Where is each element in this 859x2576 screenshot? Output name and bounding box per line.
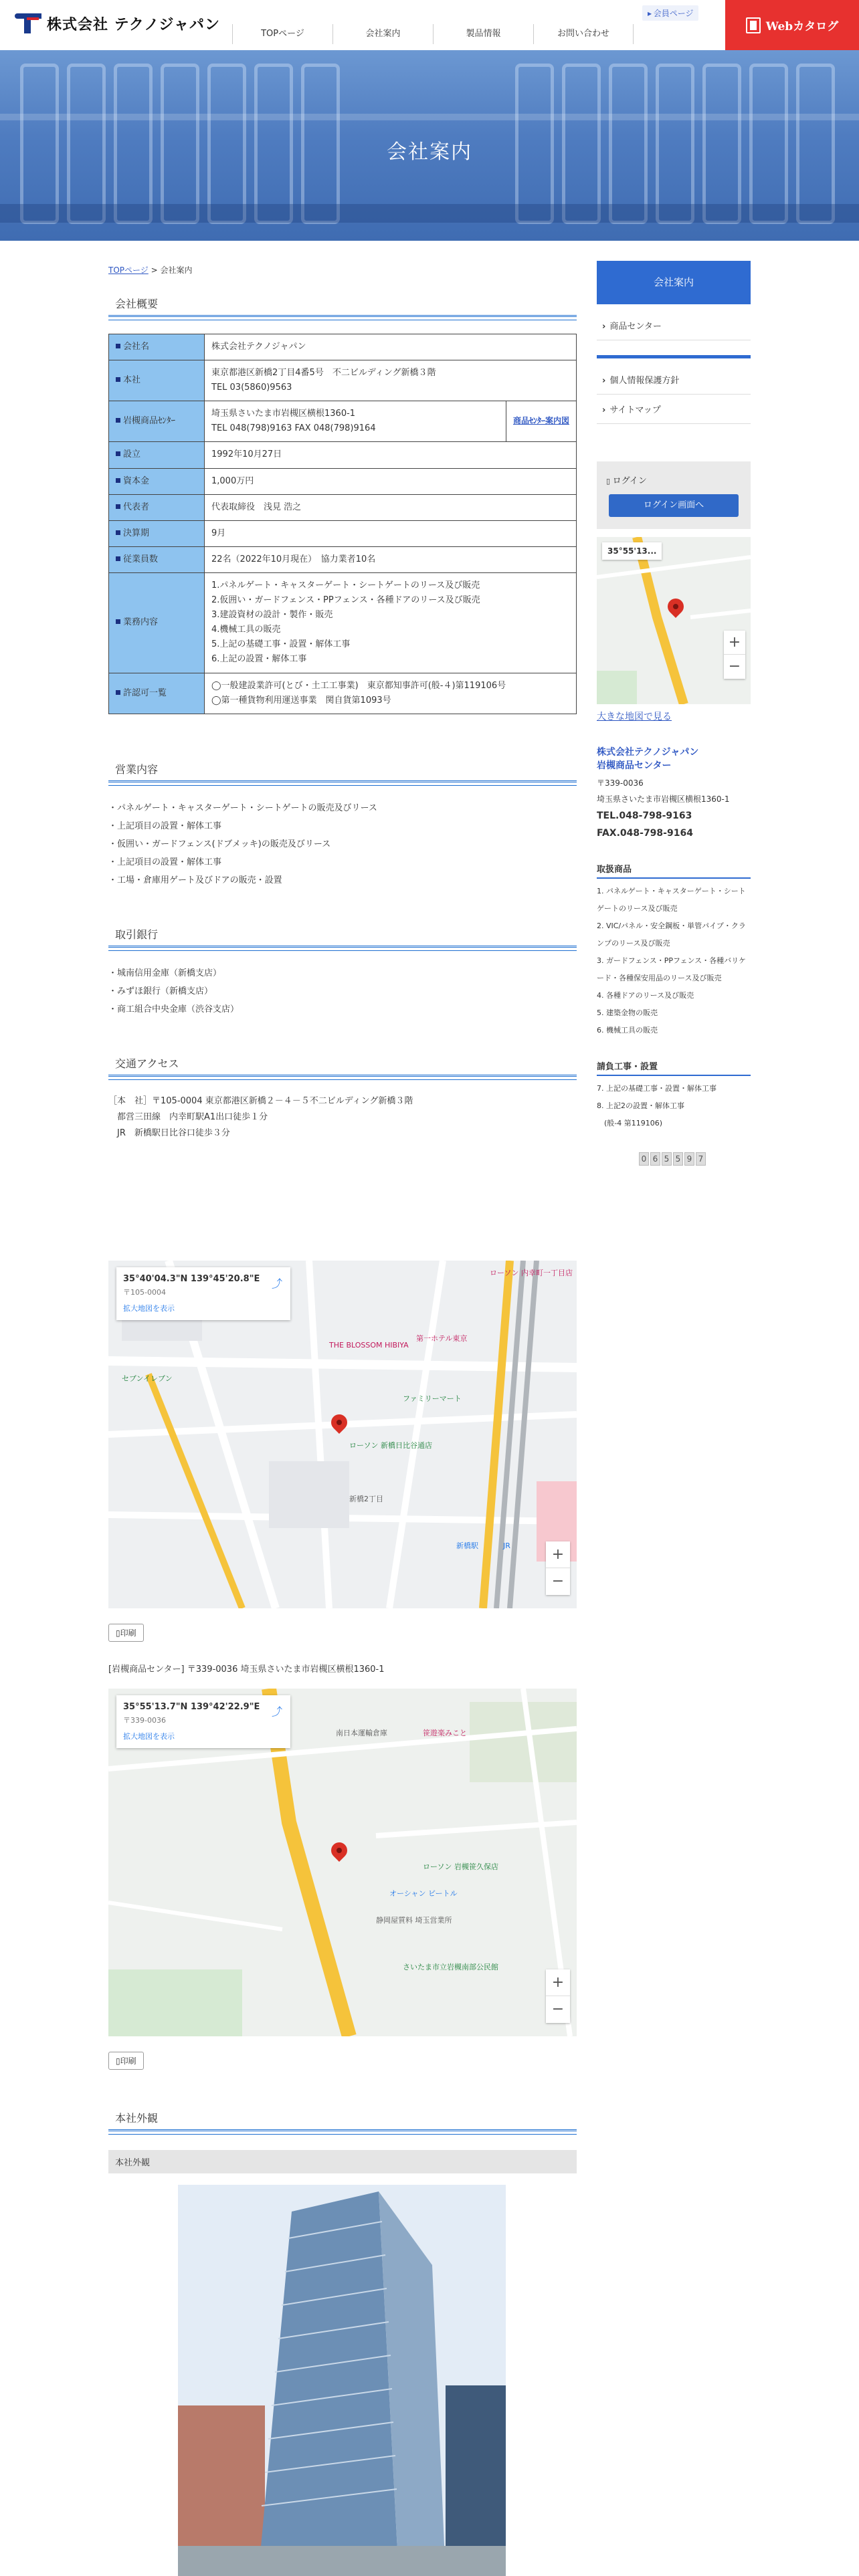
visitor-counter [639,1152,708,1166]
print-button[interactable] [108,2052,144,2070]
row-label: 岩槻商品ｾﾝﾀｰ [109,401,205,442]
breadcrumb [108,264,577,276]
works-list [597,1080,751,1132]
banks-list [108,964,577,1018]
zoom-out-button[interactable]: − [551,2001,565,2018]
row-value: 22名（2022年10月現在） 協力業者10名 [205,546,577,572]
print-button[interactable] [108,1624,144,1642]
row-value: 1.パネルゲート・キャスターゲート・シートゲートのリース及び販売 2.仮囲い・ガードフェンス・PPフェンス・各種ドアのリース及び販売 3.建設資材の設計・製作・販売 4.機械工具の販売 5.上記の基礎工事・設置・解体工事 6.上記の設置・解体工事 [205,572,577,673]
map-zoom-control [724,631,745,679]
center-access-line: [岩槻商品センター] 〒339-0036 埼玉県さいたま市岩槻区横根1360-1 [108,1665,385,1675]
directions-icon[interactable]: ⤴ [271,1705,282,1718]
list-item: ・ 仮囲い・ガードフェンス(ドブメッキ)の販売及びリース [108,835,577,853]
section-title-business: 営業内容 [108,761,577,782]
map-poi-label: 新橋駅 [456,1541,478,1550]
list-item: ・ 商工組合中央金庫（渋谷支店） [108,1000,577,1018]
list-item: 1. パネルゲート・キャスターゲート・シートゲートのリース及び販売 [597,887,746,913]
sidebar-map-coordinates: 35°55'13... [602,542,662,560]
map-poi-label: オーシャン ビートル [389,1889,458,1898]
works-heading: 請負工事・設置 [597,1059,751,1076]
nav-company[interactable]: 会社案内 [332,24,433,44]
sidebar-address: 埼玉県さいたま市岩槻区横根1360-1 [597,794,730,804]
sidebar-heading[interactable]: 会社案内 [597,261,751,304]
counter-digit: 5 [673,1152,683,1166]
access-info [108,1093,577,1142]
map-address: 〒105-0004 [123,1288,166,1297]
row-label: 従業員数 [109,546,205,572]
business-list [108,799,577,889]
breadcrumb-current: 会社案内 [160,265,193,275]
row-label: 決算期 [109,520,205,546]
zoom-out-button[interactable]: − [551,1573,565,1590]
list-item: ・ 上記項目の設置・解体工事 [108,817,577,835]
zoom-in-button[interactable]: + [724,631,745,655]
map-enlarge-link[interactable]: 拡大地図を表示 [123,1304,175,1313]
exterior-subtitle: 本社外観 [108,2150,577,2173]
map-info-card [116,1695,290,1748]
hero-banner [0,50,859,241]
map-poi-label: 南日本運輸倉庫 [336,1729,387,1737]
hero-title: 会社案内 [387,140,472,164]
nav-products[interactable]: 製品情報 [433,24,533,44]
counter-digit: 0 [639,1152,649,1166]
login-title: ▯ ログイン [606,473,741,486]
global-nav [232,24,634,44]
sidebar-divider [597,355,751,358]
map-coordinates: 35°40'04.3"N 139°45'20.8"E [123,1274,260,1284]
list-item: 8. 上記2の設置・解体工事 [597,1101,684,1110]
directions-icon[interactable]: ⤴ [271,1277,282,1290]
row-label: 設立 [109,442,205,468]
list-item: ・ 上記項目の設置・解体工事 [108,853,577,871]
print-label: 印刷 [120,2056,136,2066]
map-poi-label: 笹遊楽みこと [423,1729,467,1737]
access-line-mita: 都営三田線 内幸町駅A1出口徒歩１分 [108,1111,268,1122]
section-title-overview: 会社概要 [108,296,577,317]
big-map-link[interactable]: 大きな地図で見る [597,712,672,722]
sidebar-postal: 〒339-0036 [597,778,644,788]
counter-digit: 5 [662,1152,672,1166]
sidebar-company-name: 株式会社テクノジャパン 岩槻商品センター [597,747,699,771]
logo-text: 株式会社 テクノジャパン [47,16,221,33]
list-item: ・ みずほ銀行（新橋支店） [108,982,577,1000]
list-item: (般-4 第119106) [597,1119,663,1128]
sidebar-tel: TEL.048-798-9163 [597,811,692,821]
row-label: 本社 [109,360,205,401]
map-coordinates: 35°55'13.7"N 139°42'22.9"E [123,1702,260,1712]
zoom-in-button[interactable]: + [546,1541,570,1568]
list-item: 2. VIC/パネル・安全鋼板・単管パイプ・クランプのリース及び販売 [597,922,746,948]
list-item: 5. 建築金物の販売 [597,1008,658,1017]
row-value: 株式会社テクノジャパン [205,334,577,360]
access-line-jr: JR 新橋駅日比谷口徒歩３分 [108,1128,230,1138]
section-title-access: 交通アクセス [108,1055,577,1077]
member-page-link[interactable]: ▶ 会員ページ [642,5,698,21]
building-illustration [178,2185,506,2576]
row-value: 埼玉県さいたま市岩槻区横根1360-1 TEL 048(798)9163 FAX 048(798)9164 [205,401,506,442]
main-content [108,264,577,1142]
sidebar-item-privacy[interactable]: › 個人情報保護方針 [597,365,751,395]
table-row [109,360,577,401]
table-row [109,334,577,360]
table-row [109,673,577,714]
list-item: 4. 各種ドアのリース及び販売 [597,991,694,1000]
products-heading: 取扱商品 [597,862,751,879]
section-title-exterior: 本社外観 [108,2110,577,2131]
hero-ground [0,204,859,223]
map-enlarge-link[interactable]: 拡大地図を表示 [123,1732,175,1741]
list-item: 6. 機械工具の販売 [597,1026,658,1035]
zoom-out-button[interactable]: − [728,658,741,675]
map-poi-label: 静岡屋質料 埼玉営業所 [376,1916,452,1925]
hq-map[interactable] [108,1261,577,1608]
counter-digit: 6 [650,1152,660,1166]
center-map-link[interactable]: 商品ｾﾝﾀｰ案内図 [513,416,570,426]
sidebar-map-streets [597,537,751,704]
row-value: 1,000万円 [205,468,577,494]
map-info-card [116,1267,290,1320]
sidebar [597,261,751,1166]
company-overview-table [108,334,577,714]
counter-digit: 7 [696,1152,706,1166]
access-line-hq: ［本 社］〒105-0004 東京都港区新橋２－４－５不二ビルディング新橋３階 [108,1095,413,1106]
sidebar-map[interactable] [597,537,751,704]
web-catalog-label: Webカタログ [765,20,839,33]
sidebar-fax: FAX.048-798-9164 [597,828,693,839]
site-header [0,0,859,50]
breadcrumb-home[interactable]: TOPページ [108,265,149,275]
table-row [109,442,577,468]
exterior-section [108,2110,577,2173]
row-value: 1992年10月27日 [205,442,577,468]
map-poi-label: ローソン 内幸町一丁目店 [490,1269,573,1277]
company-logo[interactable] [12,12,220,35]
row-label: 代表者 [109,494,205,520]
table-row [109,520,577,546]
zoom-in-button[interactable]: + [546,1969,570,1996]
login-box [597,461,751,529]
print-icon: ▯ [116,1628,120,1638]
sidebar-item-sitemap[interactable]: › サイトマップ [597,395,751,424]
counter-digit: 9 [684,1152,694,1166]
map-poi-label: THE BLOSSOM HIBIYA [329,1341,409,1350]
list-item: 3. ガードフェンス・PPフェンス・各種バリケード・各種保安用品のリース及び販売 [597,956,746,982]
map-zoom-control [546,1541,570,1595]
row-label: 資本金 [109,468,205,494]
web-catalog-button[interactable] [725,0,859,50]
map-poi-label: JR [503,1541,510,1550]
logo-mark-icon [12,12,44,35]
map-poi-label: ローソン 新橋日比谷通店 [349,1441,433,1450]
list-item: ・ 城南信用金庫（新橋支店） [108,964,577,982]
list-item: 7. 上記の基礎工事・設置・解体工事 [597,1084,717,1093]
print-icon: ▯ [116,2056,120,2066]
sidebar-item-product-center[interactable]: › 商品センター [597,311,751,340]
row-value: ◯一般建設業許可(とび・土工工事業) 東京都知事許可(般-４)第119106号 ◯第一種貨物利用運送事業 関自貨第1093号 [205,673,577,714]
hq-building-photo [178,2185,506,2576]
section-title-banks: 取引銀行 [108,926,577,948]
map-poi-label: ファミリーマート [403,1394,462,1403]
login-button[interactable]: ログイン画面へ [609,494,739,517]
print-label: 印刷 [120,1628,136,1638]
nav-top[interactable]: TOPページ [232,24,332,44]
map-address: 〒339-0036 [123,1716,166,1725]
map-poi-label: 第一ホテル東京 [416,1334,468,1343]
map-poi-label: ローソン 岩槻笹久保店 [423,1862,499,1871]
table-row [109,468,577,494]
row-value: 東京都港区新橋2丁目4番5号 不二ビルディング新橋３階 TEL 03(5860)9563 [205,360,577,401]
center-map[interactable] [108,1689,577,2036]
table-row [109,401,577,442]
row-link-cell [506,401,577,442]
print-area-1 [108,1624,144,1642]
row-label: 業務内容 [109,572,205,673]
map-zoom-control [546,1969,570,2023]
table-row [109,494,577,520]
products-list [597,883,751,1039]
map-poi-label: 新橋2丁目 [349,1495,383,1503]
table-row [109,546,577,572]
table-row [109,572,577,673]
row-value: 9月 [205,520,577,546]
print-area-2 [108,2052,144,2070]
breadcrumb-separator: > [148,265,161,275]
map-poi-label: さいたま市立岩槻南部公民館 [403,1963,498,1971]
map-poi-label: セブンイレブン [122,1374,173,1383]
row-value: 代表取締役 浅見 浩之 [205,494,577,520]
list-item: ・ パネルゲート・キャスターゲート・シートゲートの販売及びリース [108,799,577,817]
nav-contact[interactable]: お問い合わせ [533,24,634,44]
list-item: ・ 工場・倉庫用ゲート及びドアの販売・設置 [108,871,577,889]
row-label: 会社名 [109,334,205,360]
row-label: 許認可一覧 [109,673,205,714]
book-icon [746,17,761,33]
